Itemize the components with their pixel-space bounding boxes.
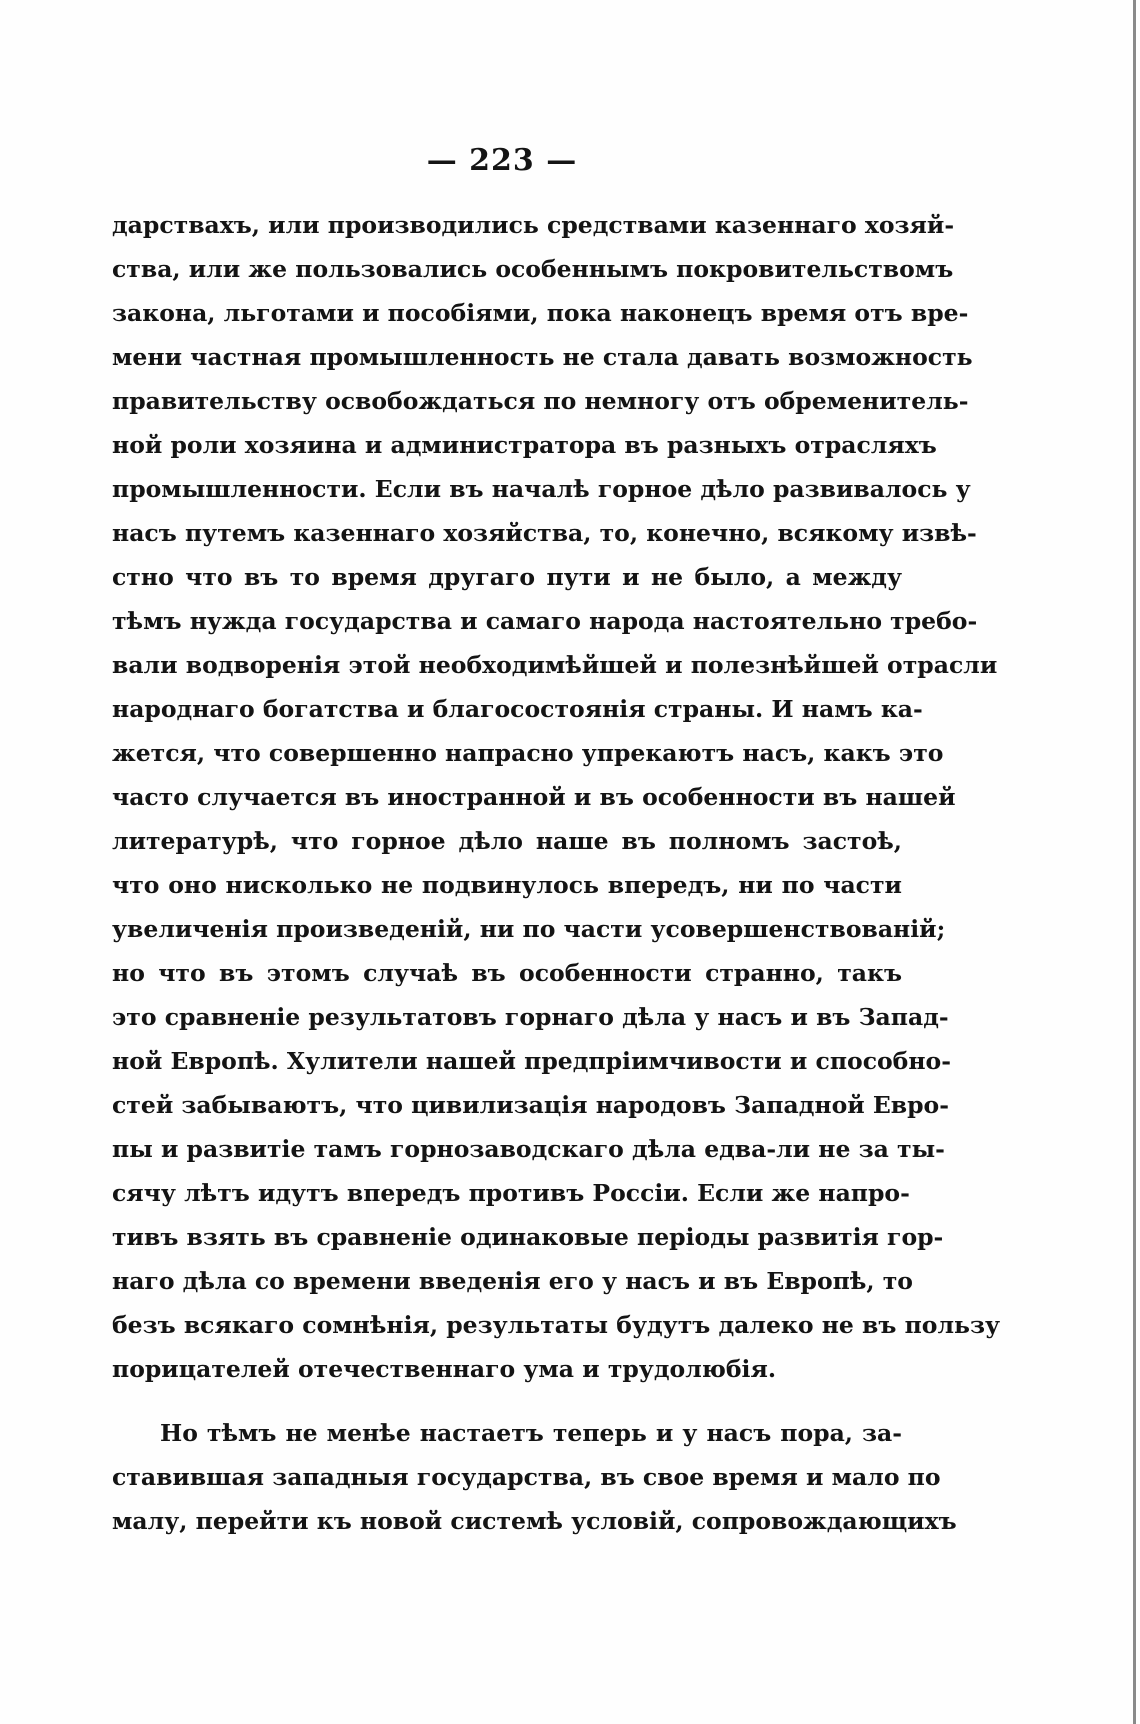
- text-line: народнаго богатства и благосостоянія страны. И намъ ка-: [112, 695, 923, 723]
- text-line: стно что въ то время другаго пути и не было, а между: [112, 563, 902, 591]
- text-line: но что въ этомъ случаѣ въ особенности странно, такъ: [112, 959, 902, 987]
- text-line: насъ путемъ казеннаго хозяйства, то, конечно, всякому извѣ-: [112, 519, 977, 547]
- text-line: тивъ взять въ сравненіе одинаковые періоды развитія гор-: [112, 1223, 944, 1251]
- text-line: тѣмъ нужда государства и самаго народа настоятельно требо-: [112, 607, 978, 635]
- text-line: закона, льготами и пособіями, пока наконецъ время отъ вре-: [112, 299, 969, 327]
- page-number: — 223 —: [426, 143, 578, 178]
- text-line: ства, или же пользовались особеннымъ покровительствомъ: [112, 255, 954, 283]
- paragraph-spacer: [112, 1391, 902, 1411]
- scan-edge-line: [1133, 0, 1136, 1724]
- text-line: правительству освобождаться по немногу отъ обременитель-: [112, 387, 969, 415]
- text-line: ной Европѣ. Хулители нашей предпріимчивости и способно-: [112, 1047, 951, 1075]
- text-line: это сравненіе результатовъ горнаго дѣла у насъ и въ Запад-: [112, 1003, 949, 1031]
- text-line: ставившая западныя государства, въ свое время и мало по: [112, 1463, 941, 1491]
- text-line: Но тѣмъ не менѣе настаетъ теперь и у насъ пора, за-: [160, 1419, 902, 1447]
- text-line: ной роли хозяина и администратора въ разныхъ отрасляхъ: [112, 431, 937, 459]
- text-line: что оно нисколько не подвинулось впередъ, ни по части: [112, 871, 902, 899]
- text-line: дарствахъ, или производились средствами казеннаго хозяй-: [112, 211, 955, 239]
- text-line: стей забываютъ, что цивилизація народовъ Западной Евро-: [112, 1091, 949, 1119]
- text-line: промышленности. Если въ началѣ горное дѣло развивалось у: [112, 475, 971, 503]
- paragraph: [112, 203, 1001, 1391]
- text-line: сячу лѣтъ идутъ впередъ противъ Россіи. Если же напро-: [112, 1179, 910, 1207]
- text-line: безъ всякаго сомнѣнія, результаты будутъ далеко не въ пользу: [112, 1311, 1001, 1339]
- text-line: жется, что совершенно напрасно упрекаютъ насъ, какъ это: [112, 739, 944, 767]
- text-line: часто случается въ иностранной и въ особенности въ нашей: [112, 783, 956, 811]
- text-line: пы и развитіе тамъ горнозаводскаго дѣла едва-ли не за ты-: [112, 1135, 945, 1163]
- body-text: [112, 203, 1001, 1543]
- text-line: малу, перейти къ новой системѣ условій, сопровождающихъ: [112, 1507, 957, 1535]
- text-line: порицателей отечественнаго ума и трудолюбія.: [112, 1355, 777, 1383]
- text-line: вали водворенія этой необходимѣйшей и полезнѣйшей отрасли: [112, 651, 998, 679]
- text-line: мени частная промышленность не стала давать возможность: [112, 343, 973, 371]
- text-line: наго дѣла со времени введенія его у насъ и въ Европѣ, то: [112, 1267, 913, 1295]
- text-line: литературѣ, что горное дѣло наше въ полномъ застоѣ,: [112, 827, 902, 855]
- text-line: увеличенія произведеній, ни по части усовершенствованій;: [112, 915, 946, 943]
- paragraph: [112, 1411, 957, 1543]
